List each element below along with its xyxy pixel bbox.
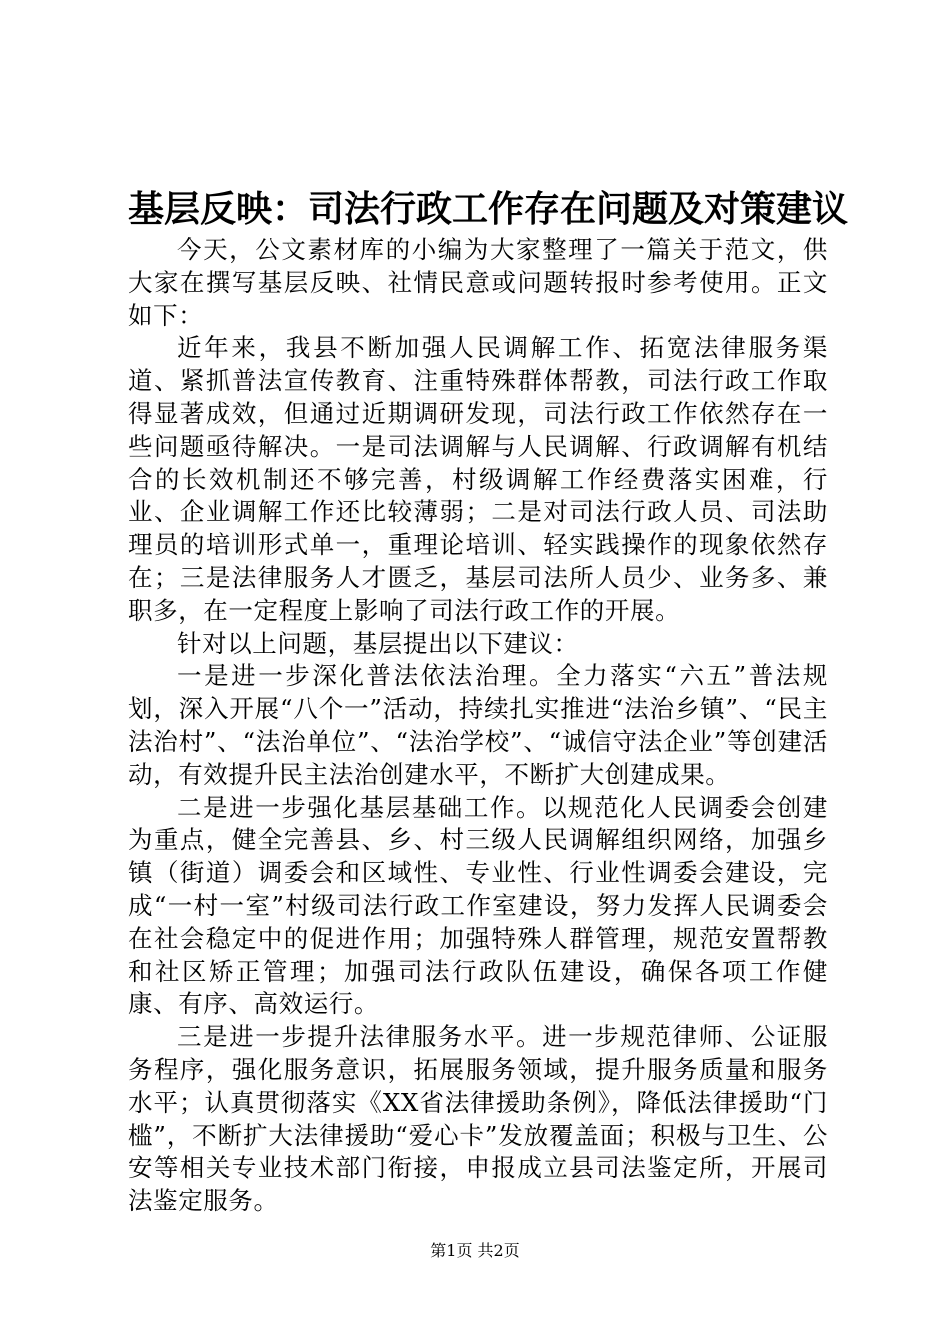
document-body <box>128 234 828 1218</box>
paragraph-problems: 近年来，我县不断加强人民调解工作、拓宽法律服务渠道、紧抓普法宣传教育、注重特殊群体帮教，司法行政工作取得显著成效，但通过近期调研发现，司法行政工作依然存在一些问题亟待解决。一是司法调解与人民调解、行政调解有机结合的长效机制还不够完善，村级调解工作经费落实困难，行业、企业调解工作还比较薄弱；二是对司法行政人员、司法助理员的培训形式单一，重理论培训、轻实践操作的现象依然存在；三是法律服务人才匮乏，基层司法所人员少、业务多、兼职多，在一定程度上影响了司法行政工作的开展。 <box>128 333 828 625</box>
paragraph-suggestions-lead: 针对以上问题，基层提出以下建议： <box>177 628 579 658</box>
paragraph-suggestion-1: 一是进一步深化普法依法治理。全力落实“六五”普法规划，深入开展“八个一”活动，持续扎实推进“法治乡镇”、“民主法治村”、“法治单位”、“法治学校”、“诚信守法企业”等创建活动，有效提升民主法治创建水平，不断扩大创建成果。 <box>128 661 828 789</box>
page-number-footer: 第1页 共2页 <box>430 1241 520 1260</box>
paragraph-suggestion-3: 三是进一步提升法律服务水平。进一步规范律师、公证服务程序，强化服务意识，拓展服务领域，提升服务质量和服务水平；认真贯彻落实《XX省法律援助条例》，降低法律援助“门槛”，不断扩大法律援助“爱心卡”发放覆盖面；积极与卫生、公安等相关专业技术部门衔接，申报成立县司法鉴定所，开展司法鉴定服务。 <box>128 1022 828 1216</box>
paragraph-intro: 今天，公文素材库的小编为大家整理了一篇关于范文，供大家在撰写基层反映、社情民意或问题转报时参考使用。正文如下： <box>128 235 828 330</box>
paragraph-suggestion-2: 二是进一步强化基层基础工作。以规范化人民调委会创建为重点，健全完善县、乡、村三级人民调解组织网络，加强乡镇（街道）调委会和区域性、专业性、行业性调委会建设，完成“一村一室”村级司法行政工作室建设，努力发挥人民调委会在社会稳定中的促进作用；加强特殊人群管理，规范安置帮教和社区矫正管理；加强司法行政队伍建设，确保各项工作健康、有序、高效运行。 <box>128 792 828 1019</box>
document-title: 基层反映：司法行政工作存在问题及对策建议 <box>128 188 849 230</box>
